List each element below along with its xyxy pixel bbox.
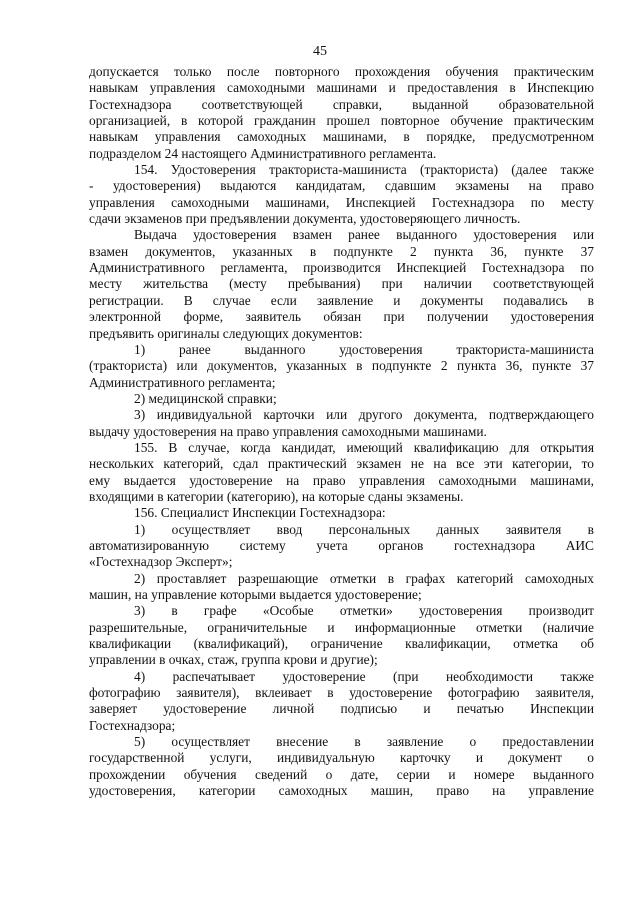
text-line: навыкам управления самоходными машинами и предоставления в Инспекцию xyxy=(89,80,594,96)
text-line: 2) проставляет разрешающие отметки в графах категорий самоходных xyxy=(134,570,594,586)
text-line: сдачи экзаменов при предъявлении документа, удостоверяющего личность. xyxy=(89,211,521,227)
text-line: Выдача удостоверения взамен ранее выданного удостоверения или xyxy=(134,227,594,243)
text-line: управления самоходными машинами, Инспекцией Гостехнадзора по месту xyxy=(89,194,594,210)
text-line: 154. Удостоверения тракториста-машиниста (тракториста) (далее также xyxy=(134,162,594,178)
text-line: фотографию заявителя), вклеивает в удостоверение фотографию заявителя, xyxy=(89,685,594,701)
text-line: 155. В случае, когда кандидат, имеющий квалификацию для открытия xyxy=(134,439,594,455)
text-line: подразделом 24 настоящего Административного регламента. xyxy=(89,145,437,161)
text-line: прохождении обучения сведений о дате, серии и номере выданного xyxy=(89,766,594,782)
text-line: взамен документов, указанных в подпункте 2 пункта 36, пункте 37 xyxy=(89,243,594,259)
text-line: удостоверения, категории самоходных машин, право на управление xyxy=(89,783,594,799)
text-line: 3) индивидуальной карточки или другого документа, подтверждающего xyxy=(134,407,594,423)
text-line: Гостехнадзора; xyxy=(89,717,176,733)
text-line: «Гостехнадзор Эксперт»; xyxy=(89,554,233,570)
text-line: государственной услуги, индивидуальную карточку и документ о xyxy=(89,750,594,766)
text-line: ему выдается удостоверение на право управления самоходными машинами, xyxy=(89,472,594,488)
text-line: машин, на управление которыми выдается удостоверение; xyxy=(89,587,422,602)
text-line: 1) осуществляет ввод персональных данных заявителя в xyxy=(134,521,594,537)
text-line: 5) осуществляет внесение в заявление о предоставлении xyxy=(134,734,594,750)
text-line: разрешительные, ограничительные и информационные отметки (наличие xyxy=(89,619,594,635)
text-line: регистрации. В случае если заявление и документы подавались в xyxy=(89,292,594,308)
text-line: 156. Специалист Инспекции Гостехнадзора: xyxy=(134,505,386,521)
text-line: Административного регламента; xyxy=(89,374,276,390)
text-line: организацией, в которой гражданин прошел повторное обучение практическим xyxy=(89,113,594,129)
text-line: выдачу удостоверения на право управления самоходными машинами. xyxy=(89,423,487,439)
text-line: 3) в графе «Особые отметки» удостоверения производит xyxy=(134,603,594,619)
text-line: 1) ранее выданного удостоверения тракториста-машиниста xyxy=(134,341,594,357)
page-number: 45 xyxy=(313,44,327,59)
text-line: 4) распечатывает удостоверение (при необходимости также xyxy=(134,668,594,684)
text-line: входящими в категории (категорию), на которые сданы экзамены. xyxy=(89,488,464,504)
text-line: (тракториста) или документов, указанных в подпункте 2 пункта 36, пункте 37 xyxy=(89,358,594,374)
text-line: заверяет удостоверение личной подписью и печатью Инспекции xyxy=(89,701,594,717)
document-body xyxy=(89,64,594,799)
text-line: автоматизированную систему учета органов гостехнадзора АИС xyxy=(89,537,594,553)
text-line: навыкам управления самоходных машинами, в порядке, предусмотренном xyxy=(89,129,594,145)
text-line: электронной форме, заявитель обязан при получении удостоверения xyxy=(89,309,594,325)
text-line: управлении в очках, стаж, группа крови и другие); xyxy=(89,652,378,668)
text-line: - удостоверения) выдаются кандидатам, сдавшим экзамены на право xyxy=(89,178,594,194)
text-line: 2) медицинской справки; xyxy=(134,390,277,406)
text-line: месту жительства (месту пребывания) при наличии соответствующей xyxy=(89,276,594,292)
text-line: предъявить оригиналы следующих документов: xyxy=(89,325,363,341)
text-line: Административного регламента, производится Инспекцией Гостехнадзора по xyxy=(89,260,594,276)
text-line: Гостехнадзора соответствующей справки, выданной образовательной xyxy=(89,96,594,112)
text-line: допускается только после повторного прохождения обучения практическим xyxy=(89,64,594,79)
text-line: нескольких категорий, сдал практический экзамен не на все эти категории, то xyxy=(89,456,594,472)
text-line: квалификации (квалификаций), ограничение квалификации, отметка об xyxy=(89,636,594,652)
